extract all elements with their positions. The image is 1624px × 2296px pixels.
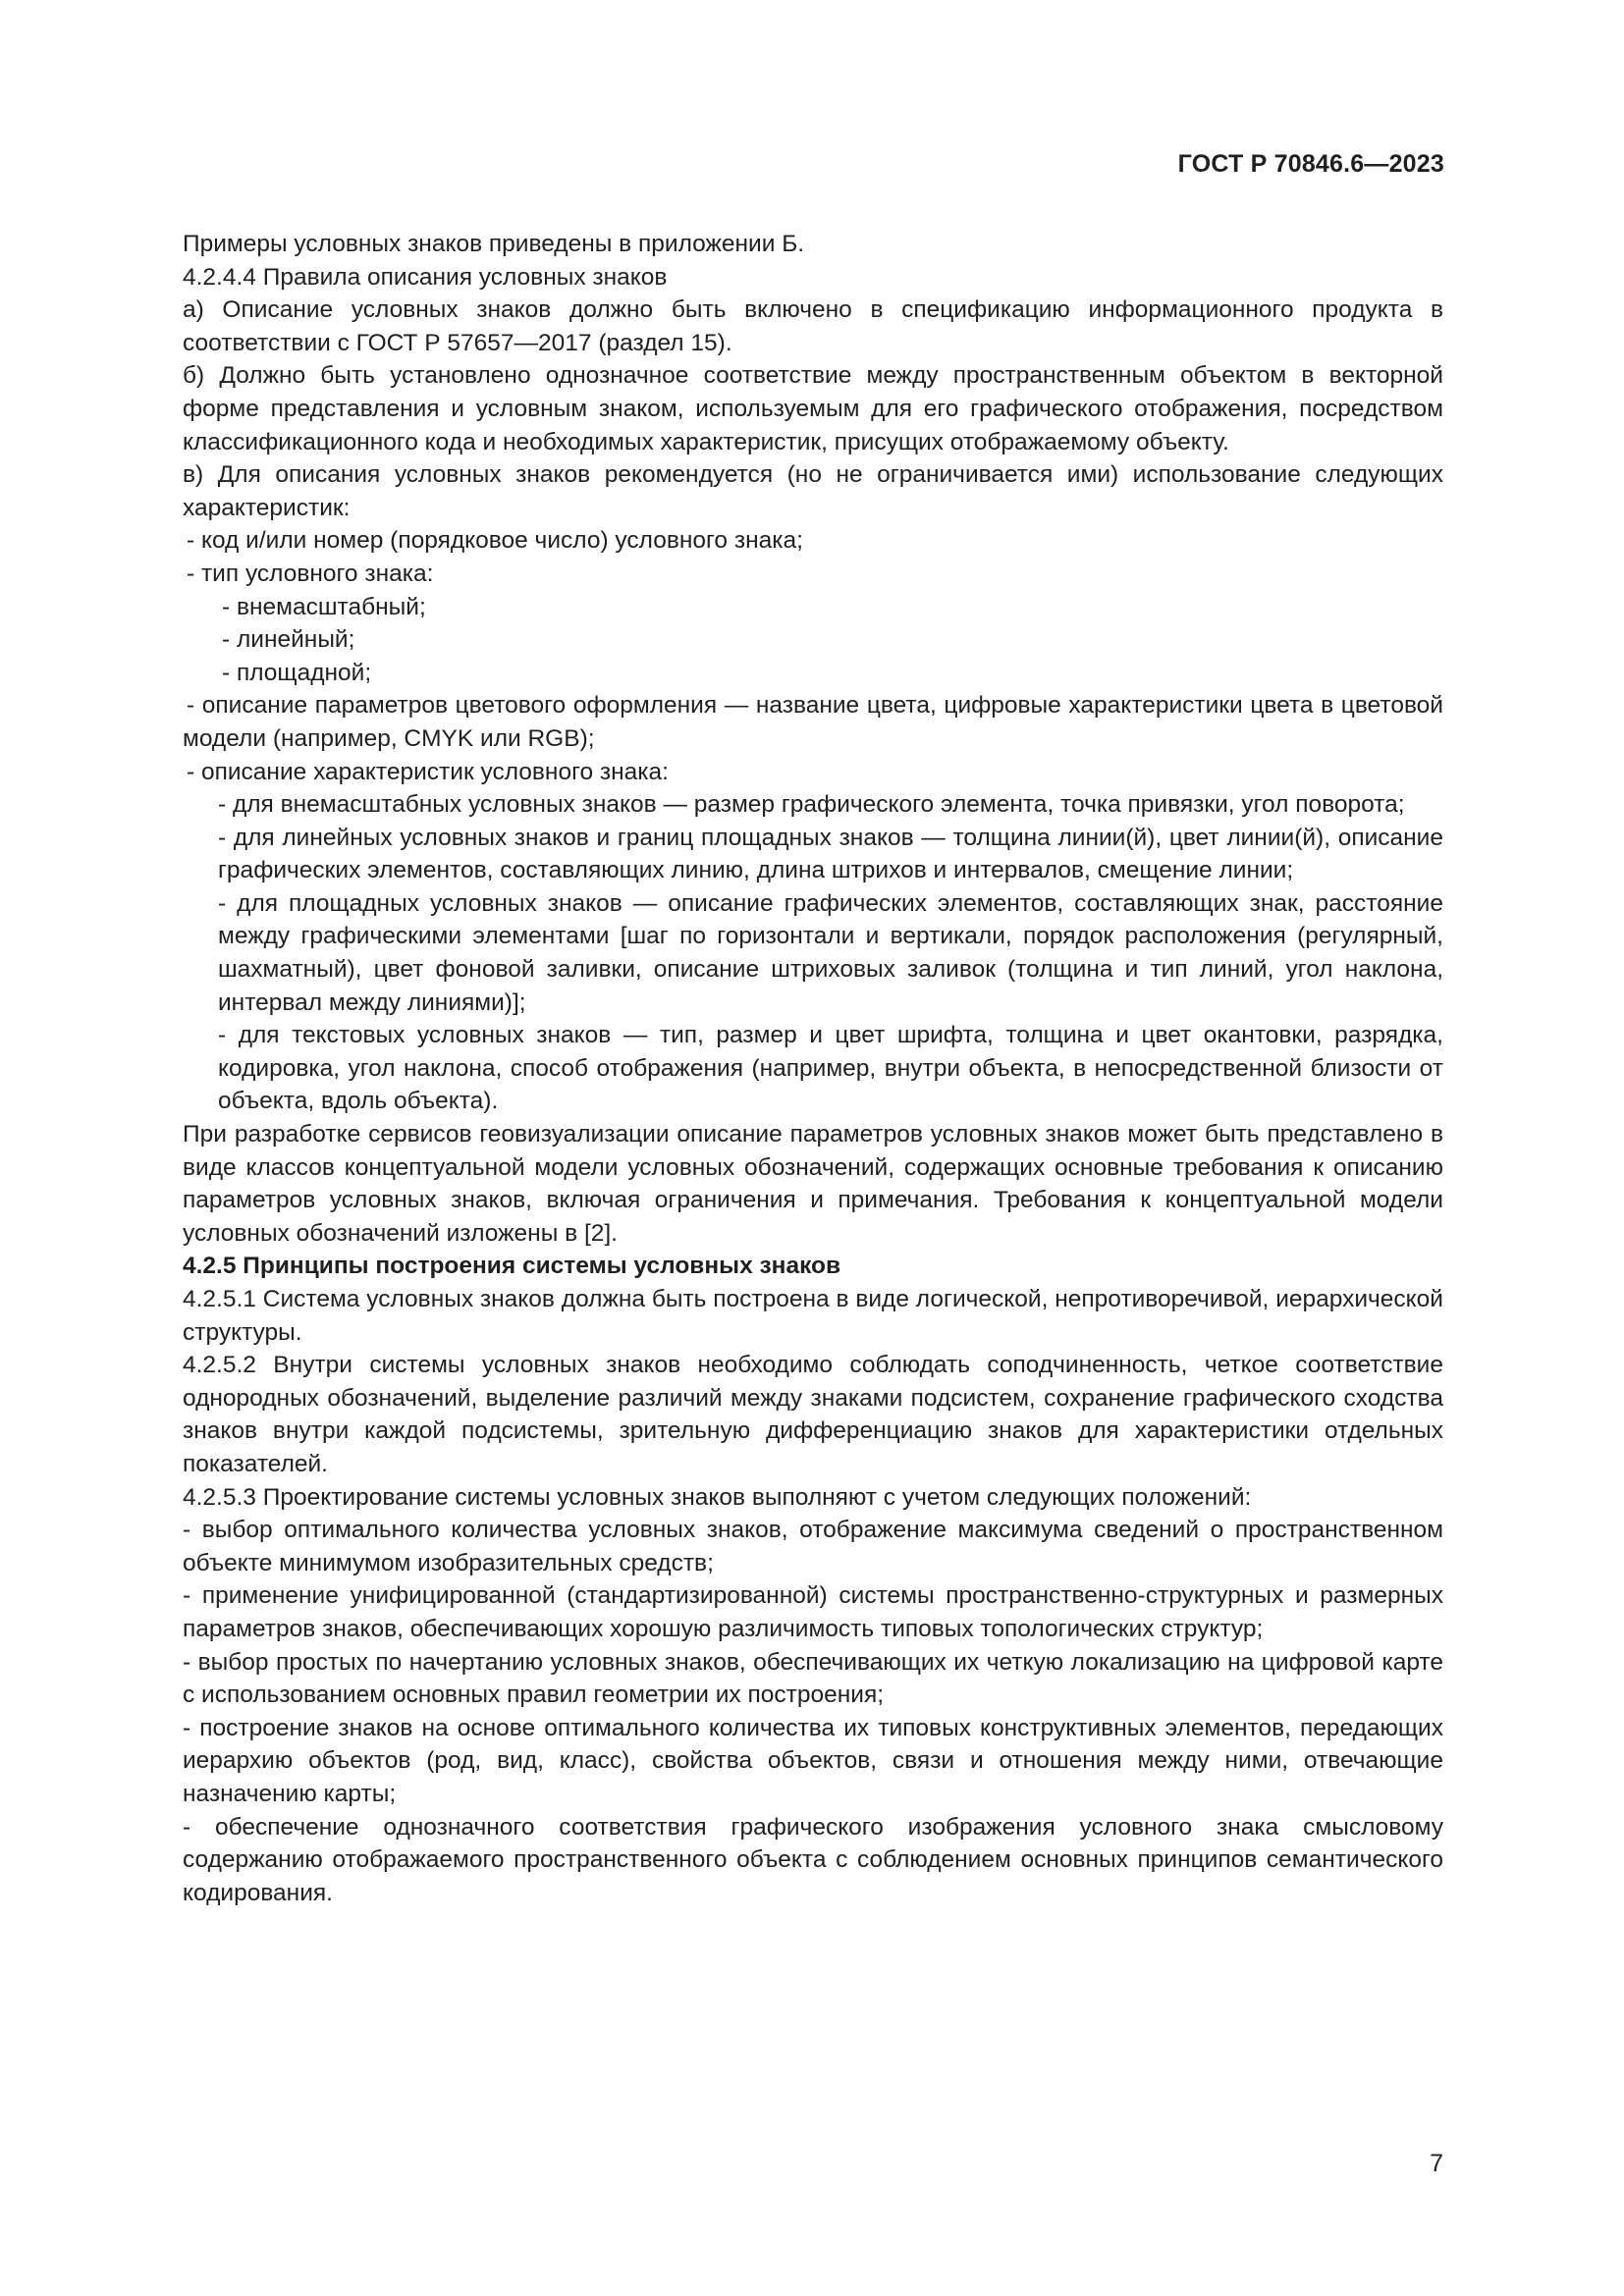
sub-list-item: - площадной; — [222, 659, 372, 686]
section-title: 4.2.4.4 Правила описания условных знаков — [183, 263, 668, 291]
list-item: - применение унифицированной (стандартизированной) системы пространственно-структурных и размерных параметров знаков, обеспечивающих хорошую различимость типовых топологических структур; — [183, 1582, 1443, 1642]
list-item: а) Описание условных знаков должно быть включено в спецификацию информационного продукта в соответствии с ГОСТ Р 57657—2017 (раздел 15). — [183, 296, 1443, 356]
section-heading: 4.2.5 Принципы построения системы условных знаков — [183, 1253, 841, 1280]
paragraph: При разработке сервисов геовизуализации описание параметров условных знаков может быть представлено в виде классов концептуальной модели условных обозначений, содержащих основные требования к описанию параметров условных знаков, включая ограничения и примечания. Требования к концептуальной модели условных обозначений изложены в [2]. — [183, 1121, 1443, 1247]
list-item: - обеспечение однозначного соответствия графического изображения условного знака смысловому содержанию отображаемого пространственного объекта с соблюдением основных принципов семантического кодирования. — [183, 1813, 1443, 1906]
list-item: - построение знаков на основе оптимального количества их типовых конструктивных элементов, передающих иерархию объектов (род, вид, класс), свойства объектов, связи и отношения между ними, отвечающие назначению карты; — [183, 1714, 1443, 1807]
paragraph: Примеры условных знаков приведены в приложении Б. — [183, 231, 805, 257]
list-item: - выбор простых по начертанию условных знаков, обеспечивающих их четкую локализацию на цифровой карте с использованием основных правил геометрии их построения; — [183, 1648, 1443, 1709]
document-code-header: ГОСТ Р 70846.6—2023 — [1177, 150, 1444, 178]
sub-list-item: - для текстовых условных знаков — тип, размер и цвет шрифта, толщина и цвет окантовки, разрядка, кодировка, угол наклона, способ отображения (например, внутри объекта, в непосредственной близости от объекта, вдоль объекта). — [218, 1022, 1443, 1115]
list-item: - описание параметров цветового оформления — название цвета, цифровые характеристики цвета в цветовой модели (например, CMYK или RGB); — [183, 692, 1443, 752]
sub-list-item: - для линейных условных знаков и границ площадных знаков — толщина линии(й), цвет линии(й), описание графических элементов, составляющих линию, длина штрихов и интервалов, смещение линии; — [218, 824, 1443, 884]
paragraph: 4.2.5.3 Проектирование системы условных знаков выполняют с учетом следующих положений: — [183, 1483, 1252, 1511]
list-item: - тип условного знака: — [187, 560, 434, 587]
document-body — [183, 228, 1443, 1909]
list-item: в) Для описания условных знаков рекомендуется (но не ограничивается ими) использование следующих характеристик: — [183, 461, 1443, 521]
list-item: - код и/или номер (порядковое число) условного знака; — [187, 527, 803, 555]
sub-list-item: - для внемасштабных условных знаков — размер графического элемента, точка привязки, угол поворота; — [218, 791, 1405, 819]
list-item: - описание характеристик условного знака: — [187, 758, 669, 785]
paragraph: 4.2.5.1 Система условных знаков должна быть построена в виде логической, непротиворечивой, иерархической структуры. — [183, 1286, 1443, 1346]
sub-list-item: - для площадных условных знаков — описание графических элементов, составляющих знак, расстояние между графическими элементами [шаг по горизонтали и вертикали, порядок расположения (регулярный, шахматный), цвет фоновой заливки, описание штриховых заливок (толщина и тип линий, угол наклона, интервал между линиями)]; — [218, 889, 1443, 1016]
list-item: б) Должно быть установлено однозначное соответствие между пространственным объектом в векторной форме представления и условным знаком, используемым для его графического отображения, посредством классификационного кода и необходимых характеристик, присущих отображаемому объекту. — [183, 362, 1443, 455]
page-number: 7 — [1430, 2150, 1443, 2177]
paragraph: 4.2.5.2 Внутри системы условных знаков необходимо соблюдать соподчиненность, четкое соответствие однородных обозначений, выделение различий между знаками подсистем, сохранение графического сходства знаков внутри каждой подсистемы, зрительную дифференциацию знаков для характеристики отдельных показателей. — [183, 1352, 1443, 1477]
sub-list-item: - внемасштабный; — [222, 593, 426, 620]
sub-list-item: - линейный; — [222, 626, 355, 654]
list-item: - выбор оптимального количества условных знаков, отображение максимума сведений о пространственном объекте минимумом изобразительных средств; — [183, 1517, 1443, 1576]
